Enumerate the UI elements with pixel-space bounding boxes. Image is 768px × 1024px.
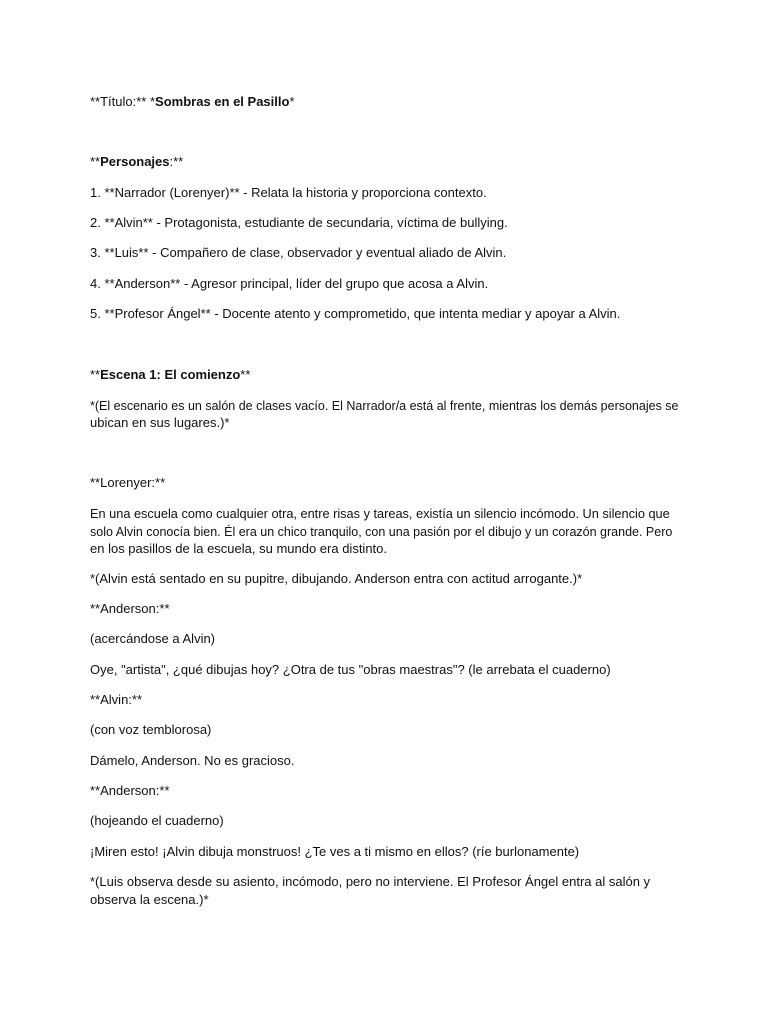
parenthetical-alvin: (con voz temblorosa) xyxy=(90,722,212,737)
parenthetical-anderson-1: (acercándose a Alvin) xyxy=(90,631,216,646)
scene-heading-suffix: ** xyxy=(240,367,251,382)
speaker-label-anderson-1: **Anderson:** xyxy=(90,601,170,616)
scene-heading-text: Escena 1: El comienzo xyxy=(100,367,241,382)
dialogue-alvin: Dámelo, Anderson. No es gracioso. xyxy=(90,753,295,768)
title-line xyxy=(90,93,678,111)
characters-heading-prefix: ** xyxy=(90,154,101,169)
play-title: Sombras en el Pasillo xyxy=(155,94,290,109)
scene-heading-prefix: ** xyxy=(90,367,101,382)
scene-heading xyxy=(90,366,678,384)
characters-heading-suffix: :** xyxy=(169,154,184,169)
characters-heading-text: Personajes xyxy=(100,154,170,169)
stage-direction-2-line-2: observa la escena.)* xyxy=(90,892,209,907)
narration-line-1: En una escuela como cualquier otra, entre risas y tareas, existía un silencio incómodo. Un silencio que xyxy=(90,506,670,521)
dialogue-anderson-2: ¡Miren esto! ¡Alvin dibuja monstruos! ¿Te ves a ti mismo en ellos? (ríe burlonamente) xyxy=(90,844,580,859)
character-item-anderson: 4. **Anderson** - Agresor principal, líder del grupo que acosa a Alvin. xyxy=(90,276,489,291)
title-suffix: * xyxy=(289,94,295,109)
speaker-label-alvin: **Alvin:** xyxy=(90,692,143,707)
narration-line-2: solo Alvin conocía bien. Él era un chico tranquilo, con una pasión por el dibujo y un corazón grande. Pero xyxy=(90,525,673,539)
parenthetical-anderson-2: (hojeando el cuaderno) xyxy=(90,813,224,828)
character-item-narrador: 1. **Narrador (Lorenyer)** - Relata la historia y proporciona contexto. xyxy=(90,185,487,200)
title-prefix: **Título:** * xyxy=(90,94,156,109)
scene-direction-line-2: ubican en sus lugares.)* xyxy=(90,415,230,430)
stage-direction-2-line-1: *(Luis observa desde su asiento, incómodo, pero no interviene. El Profesor Ángel entra al salón y xyxy=(90,874,651,889)
characters-heading xyxy=(90,153,678,171)
narration-line-3: en los pasillos de la escuela, su mundo era distinto. xyxy=(90,541,388,556)
speaker-label-anderson-2: **Anderson:** xyxy=(90,783,170,798)
character-item-luis: 3. **Luis** - Compañero de clase, observador y eventual aliado de Alvin. xyxy=(90,245,507,260)
speaker-label-lorenyer: **Lorenyer:** xyxy=(90,475,166,490)
character-item-profesor-angel: 5. **Profesor Ángel** - Docente atento y comprometido, que intenta mediar y apoyar a Alvin. xyxy=(90,306,621,321)
stage-direction-1: *(Alvin está sentado en su pupitre, dibujando. Anderson entra con actitud arrogante.)* xyxy=(90,571,583,586)
dialogue-anderson-1: Oye, "artista", ¿qué dibujas hoy? ¿Otra de tus "obras maestras"? (le arrebata el cuaderno) xyxy=(90,662,611,677)
scene-direction-line-1: *(El escenario es un salón de clases vacío. El Narrador/a está al frente, mientras los demás personajes se xyxy=(90,399,679,413)
character-item-alvin: 2. **Alvin** - Protagonista, estudiante de secundaria, víctima de bullying. xyxy=(90,215,508,230)
